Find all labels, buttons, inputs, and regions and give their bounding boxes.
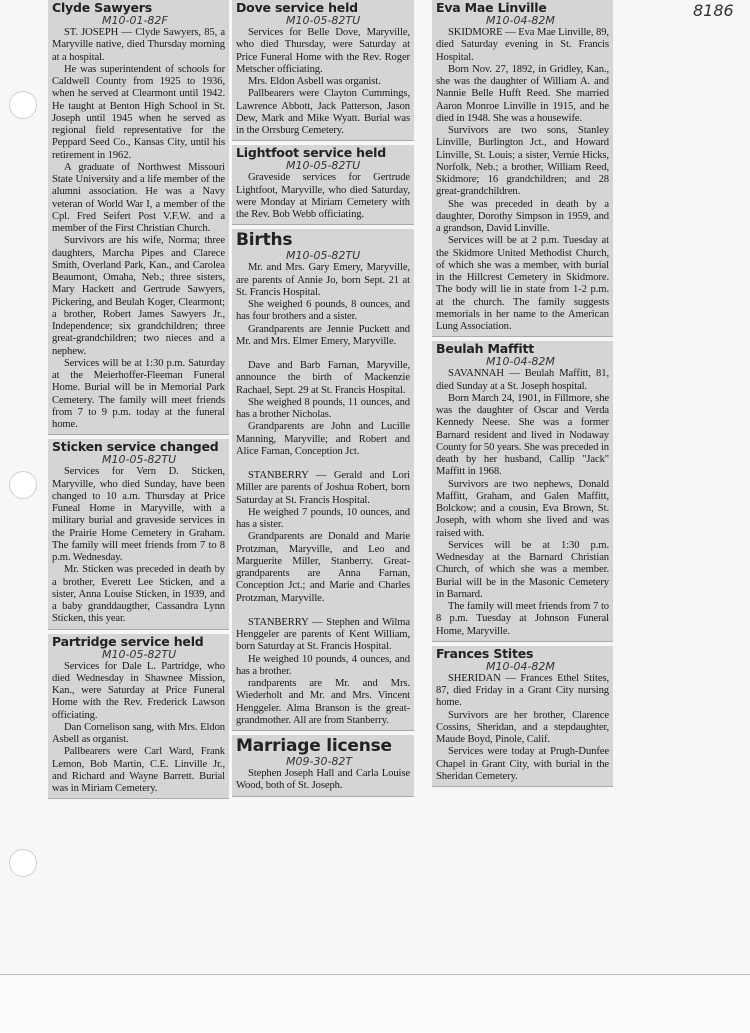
paragraph: Survivors are his wife, Norma; three daughters, Marcha Pipes and Clarece Smith, Overland Park, Kan., and Carolea Beaumont, Omaha, Neb.; three sisters, Mary Hackett and Gertrude Sawyers, Pickering, and Beulah Koger, Clearmont; a brother, Robert James Sawyers Jr., Independence; six grandchildren; three great-grandchildren; two nieces and a nephew. — [52, 235, 225, 357]
birth-announcement-paragraph: Grandparents are Jennie Puckett and Mr. and Mrs. Elmer Emery, Maryville. — [236, 323, 410, 347]
paragraph: Graveside services for Gertrude Lightfoot, Maryville, who died Saturday, were Monday at Miriam Cemetery with the Rev. Bob Webb officiating. — [236, 172, 410, 220]
birth-announcement-paragraph: Dave and Barb Farnan, Maryville, announce the birth of Mackenzie Rachael, Sept. 29 at St. Francis Hospital. — [236, 360, 410, 396]
handwritten-date-note: M10-05-82TU — [286, 249, 361, 263]
handwritten-date-note: M10-05-82TU — [102, 453, 177, 467]
paragraph: SAVANNAH — Beulah Maffitt, 81, died Sunday at a St. Joseph hospital. — [436, 368, 609, 392]
spacer — [236, 348, 410, 360]
clipping-clyde-sawyers — [48, 0, 229, 435]
paragraph: Born Nov. 27, 1892, in Gridley, Kan., she was the daughter of William A. and Nannie Belle Hufft Reed. She married Aaron Monroe Linville in 1915, and he died in 1948. She was a housewife. — [436, 63, 609, 124]
handwritten-date-note: M10-04-82M — [486, 355, 555, 369]
birth-announcement-paragraph: Mr. and Mrs. Gary Emery, Maryville, are parents of Annie Jo, born Sept. 21 at St. Francis Hospital. — [236, 262, 410, 298]
clipping-partridge-service-held — [48, 634, 229, 800]
clipping-births — [232, 229, 414, 731]
punch-hole — [9, 471, 37, 499]
birth-announcement-paragraph: STANBERRY — Gerald and Lori Miller are parents of Joshua Robert, born Saturday at St. Francis Hospital. — [236, 470, 410, 506]
birth-announcement-paragraph: STANBERRY — Stephen and Wilma Henggeler are parents of Kent William, born Saturday at St. Francis Hospital. — [236, 616, 410, 653]
column-right — [432, 0, 613, 791]
clipping-headline: Clyde Sawyers — [52, 0, 153, 15]
handwritten-date-note: M10-04-82M — [486, 14, 555, 27]
paragraph: Survivors are two sons, Stanley Linville, Burlington Jct., and Howard Linville, St. Louis; a sister, Vernie Hicks, Norfolk, Neb.; a brother, William Reed, Skidmore; 16 grandchildren; and 28 great-grandchildren. — [436, 125, 609, 198]
clipping-headline: Partridge service held — [52, 633, 204, 649]
paragraph: Stephen Joseph Hall and Carla Louise Wood, both of St. Joseph. — [236, 768, 410, 792]
clipping-headline: Lightfoot service held — [236, 145, 386, 161]
paragraph: She was preceded in death by a daughter, Dorothy Simpson in 1959, and a grandson, David Linville. — [436, 198, 609, 234]
paragraph: He was superintendent of schools for Caldwell County from 1925 to 1936, when he served at Clearmont until 1942. He taught at Benton High School in St. Joseph until 1945 when he served as regional field representative for the Peppard Seed Co., Kansas City, until his retirement in 1962. — [52, 63, 225, 161]
birth-announcement-paragraph: Grandparents are John and Lucille Manning, Maryville; and Robert and Alice Farnan, Conception Jct. — [236, 421, 410, 457]
spacer — [236, 458, 410, 470]
paragraph: Survivors are two nephews, Donald Maffitt, Graham, and Galen Maffitt, Bolckow; and a cousin, Eva Brown, St. Joseph, with whom she lived and was raised with. — [436, 478, 609, 539]
paragraph: SHERIDAN — Frances Ethel Stites, 87, died Friday in a Grant City nursing home. — [436, 672, 609, 709]
paragraph: Mrs. Eldon Asbell was organist. — [248, 76, 381, 87]
paragraph: Pallbearers were Carl Ward, Frank Lemon, Bob Martin, C.E. Linville Jr., and Richard and Wayne Barrett. Burial was in Miriam Cemetery. — [52, 746, 225, 794]
birth-announcement-paragraph: He weighed 7 pounds, 10 ounces, and has a sister. — [236, 506, 410, 530]
paragraph: Services will be at 1:30 p.m. Saturday at the Meierhoffer-Fleeman Funeral Home. Burial will be in Memorial Park Cemetery. The family will meet friends from 7 to 9 p.m. today at the funeral home. — [52, 357, 225, 430]
clipping-headline: Births — [236, 230, 293, 251]
paragraph: Services will be at 2 p.m. Tuesday at the Skidmore United Methodist Church, of which she was a member, with burial in the Hillcrest Cemetery in Skidmore. The body will lie in state from 1-2 p.m. at the church. The family suggests memorials in her name to the American Lung Association. — [436, 235, 609, 332]
paragraph: Services will be at 1:30 p.m. Wednesday at the Barnard Christian Church, of which she was a member. Burial will be in the Masonic Cemetery in Barnard. — [436, 539, 609, 600]
paragraph: Services for Vern D. Sticken, Maryville, who died Sunday, have been changed to 10 a.m. Thursday at Price Funeal Home in Maryville, with a military burial and graveside services in the Prairie Home Cemetery in Graham. The family will meet friends from 7 to 8 p.m. Wednesday. — [52, 466, 225, 563]
clipping-headline: Eva Mae Linville — [436, 0, 547, 15]
paragraph: Mr. Sticken was preceded in death by a brother, Everett Lee Sticken, and a sister, Anna Louise Sticken, in 1939, and a baby granddaugther, Cassandra Lynn Sticken, this year. — [52, 564, 225, 625]
clipping-headline: Dove service held — [236, 0, 358, 15]
paragraph: The family will meet friends from 7 to 8 p.m. Tuesday at Johnson Funeral Home, Maryville. — [436, 601, 609, 637]
paragraph: Born March 24, 1901, in Fillmore, she was the daughter of Oscar and Verda Kennedy Neese. She was a former Barnard resident and lived in Nodaway County for 50 years. She was preceded in death by her husband, Callip "Jack" Maffitt in 1968. — [436, 392, 609, 478]
punch-hole — [9, 91, 37, 119]
paragraph: Survivors are her brother, Clarence Cossins, Sheridan, and a stepdaughter, Maude Boyd, Pinole, Calif. — [436, 709, 609, 745]
clipping-eva-mae-linville — [432, 0, 613, 337]
handwritten-date-note: M10-05-82TU — [102, 647, 177, 661]
clipping-headline: Marriage license — [236, 736, 392, 756]
page-margin — [0, 975, 750, 1032]
clipping-dove-service-held — [232, 0, 414, 141]
paragraph: Services for Dale L. Partridge, who died Wednesday in Shawnee Mission, Kan., were Saturday at Price Funeral Home with the Rev. Frederick Lawson officiating. — [52, 660, 225, 721]
paragraph: Dan Cornelison sang, with Mrs. Eldon Asbell as organist. — [52, 721, 225, 745]
clipping-marriage-license — [232, 735, 414, 797]
birth-announcement-paragraph: He weighed 10 pounds, 4 ounces, and has a brother. — [236, 653, 410, 677]
handwritten-date-note: M10-01-82F — [102, 14, 168, 27]
birth-announcement-paragraph: She weighed 8 pounds, 11 ounces, and has a brother Nicholas. — [236, 396, 410, 420]
birth-announcement-paragraph: Grandparents are Donald and Marie Protzman, Maryville, and Leo and Marguerite Miller, Stanberry. Great-grandparents are Anna Farnan, Conception Jct.; and Marie and Charles Protzman, Maryville. — [236, 531, 410, 604]
clipping-lightfoot-service-held — [232, 145, 414, 225]
clipping-sticken-service-changed — [48, 439, 229, 629]
clipping-columns — [48, 0, 750, 803]
clipping-beulah-maffitt — [432, 341, 613, 642]
spacer — [236, 605, 410, 617]
clipping-headline: Frances Stites — [436, 645, 534, 661]
clipping-frances-stites — [432, 646, 613, 787]
birth-announcement-paragraph: randparents are Mr. and Mrs. Wiederholt and Mr. and Mrs. Vincent Henggeler. Alma Branson is the great-grandmother. All are from Stanberry. — [236, 678, 410, 726]
column-middle — [232, 0, 414, 801]
handwritten-date-note: M10-05-82TU — [286, 14, 361, 27]
page-number: 8186 — [693, 1, 734, 20]
paragraph: A graduate of Northwest Missouri State University and a life member of the alumni association. He was a Navy veteran of World War I, a member of the Cpl. Fred Seifert Post V.F.W. and a member of the First Christian Church. — [52, 161, 225, 234]
handwritten-date-note: M10-05-82TU — [286, 159, 361, 173]
clipping-headline: Beulah Maffitt — [436, 341, 535, 357]
paragraph: ST. JOSEPH — Clyde Sawyers, 85, a Maryville native, died Thursday morning at a hospital. — [52, 27, 225, 63]
punch-hole — [9, 849, 37, 877]
handwritten-date-note: M09-30-82T — [286, 755, 353, 768]
paragraph: Services were today at Prugh-Dunfee Chapel in Grant City, with burial in the Sheridan Cemetery. — [436, 746, 609, 782]
paragraph: Services for Belle Dove, Maryville, who died Thursday, were Saturday at Price Funeral Home with the Rev. Roger Metscher officiating. — [236, 27, 410, 75]
handwritten-date-note: M10-04-82M — [486, 659, 555, 673]
clipping-headline: Sticken service changed — [52, 439, 219, 455]
column-left — [48, 0, 229, 803]
paragraph: Pallbearers were Clayton Cummings, Lawrence Abbott, Jack Patterson, Jason Dew, Mark and Mike Wyatt. Burial was in the Orrsburg Cemetery. — [236, 88, 410, 136]
birth-announcement-paragraph: She weighed 6 pounds, 8 ounces, and has four brothers and a sister. — [236, 299, 410, 323]
paragraph: SKIDMORE — Eva Mae Linville, 89, died Saturday evening in St. Francis Hospital. — [436, 27, 609, 63]
